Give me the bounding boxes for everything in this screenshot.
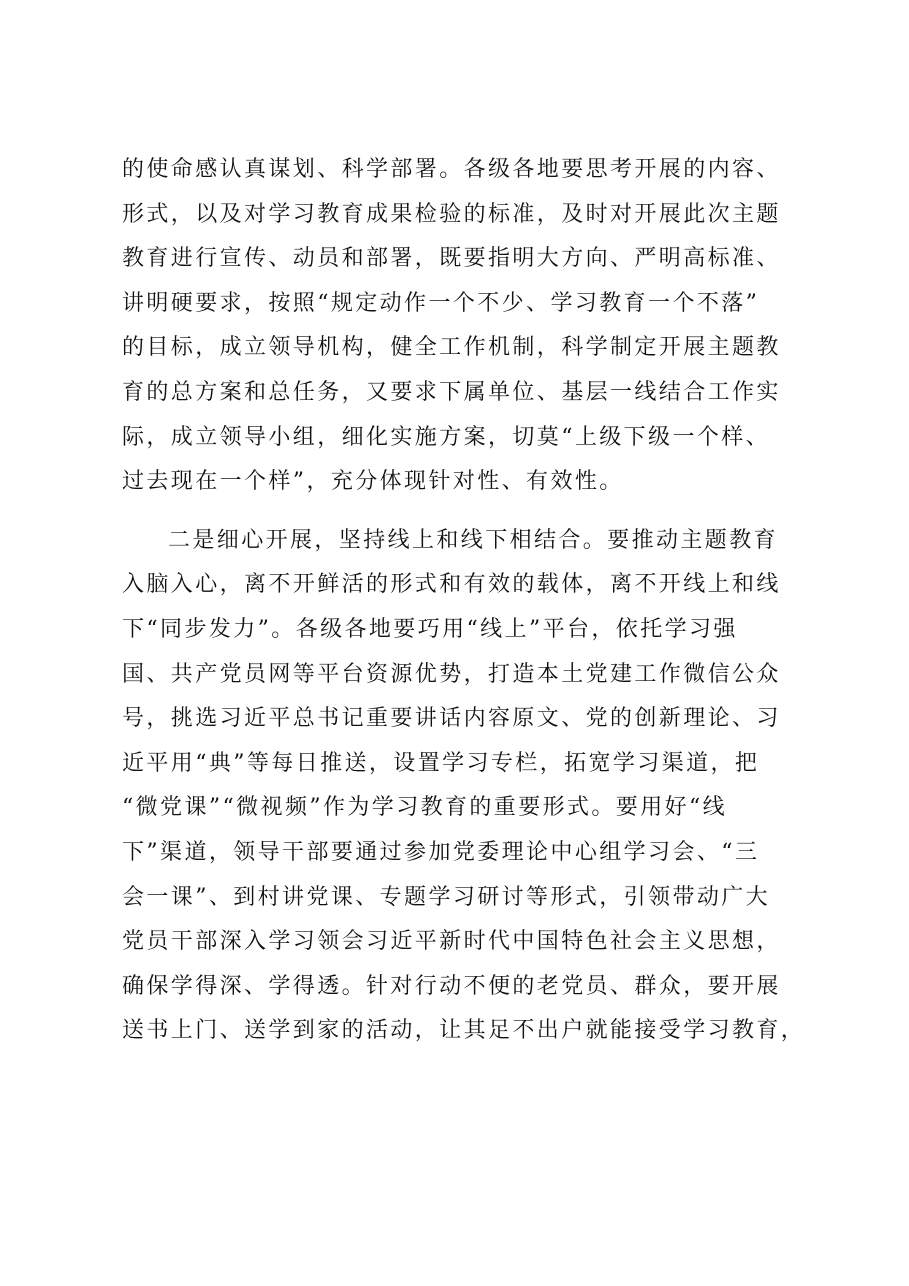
text-line: 讲明硬要求，按照“规定动作一个不少、学习教育一个不落” [122,290,760,316]
document-body [122,148,822,1054]
text-line: 育的总方案和总任务，又要求下属单位、基层一线结合工作实 [122,379,781,405]
text-line: 会一课”、到村讲党课、专题学习研讨等形式，引领带动广大 [122,884,771,910]
text-line: 确保学得深、学得透。针对行动不便的老党员、群众，要开展 [122,973,781,999]
text-line: 国、共产党员网等平台资源优势，打造本土党建工作微信公众 [122,661,781,687]
text-line: 过去现在一个样”，充分体现针对性、有效性。 [122,469,624,495]
text-line: 近平用“典”等每日推送，设置学习专栏，拓宽学习渠道，把 [122,750,760,776]
text-line: “微党课”“微视频”作为学习教育的重要形式。要用好“线 [122,795,728,821]
text-line: 下“同步发力”。各级各地要巧用“线上”平台，依托学习强 [122,616,738,642]
text-line: 际，成立领导小组，细化实施方案，切莫“上级下级一个样、 [122,424,771,450]
text-line: 教育进行宣传、动员和部署，既要指明大方向、严明高标准、 [122,246,781,272]
paragraph-2 [122,519,822,1054]
text-line: 送书上门、送学到家的活动，让其足不出户就能接受学习教育， [122,1018,806,1044]
paragraph-1 [122,148,822,505]
text-line-first-indent: 二是细心开展，坚持线上和线下相结合。要推动主题教育 [168,527,779,553]
text-line: 号，挑选习近平总书记重要讲话内容原文、党的创新理论、习 [122,706,781,732]
text-line: 形式，以及对学习教育成果检验的标准，及时对开展此次主题 [122,201,781,227]
text-line: 下”渠道，领导干部要通过参加党委理论中心组学习会、“三 [122,839,760,865]
text-line: 的使命感认真谋划、科学部署。各级各地要思考开展的内容、 [122,157,781,182]
text-line: 的目标，成立领导机构，健全工作机制，科学制定开展主题教 [122,335,781,361]
paragraph-gap [122,505,822,519]
text-line: 党员干部深入学习领会习近平新时代中国特色社会主义思想， [122,929,781,955]
text-line: 入脑入心，离不开鲜活的形式和有效的载体，离不开线上和线 [122,572,781,598]
